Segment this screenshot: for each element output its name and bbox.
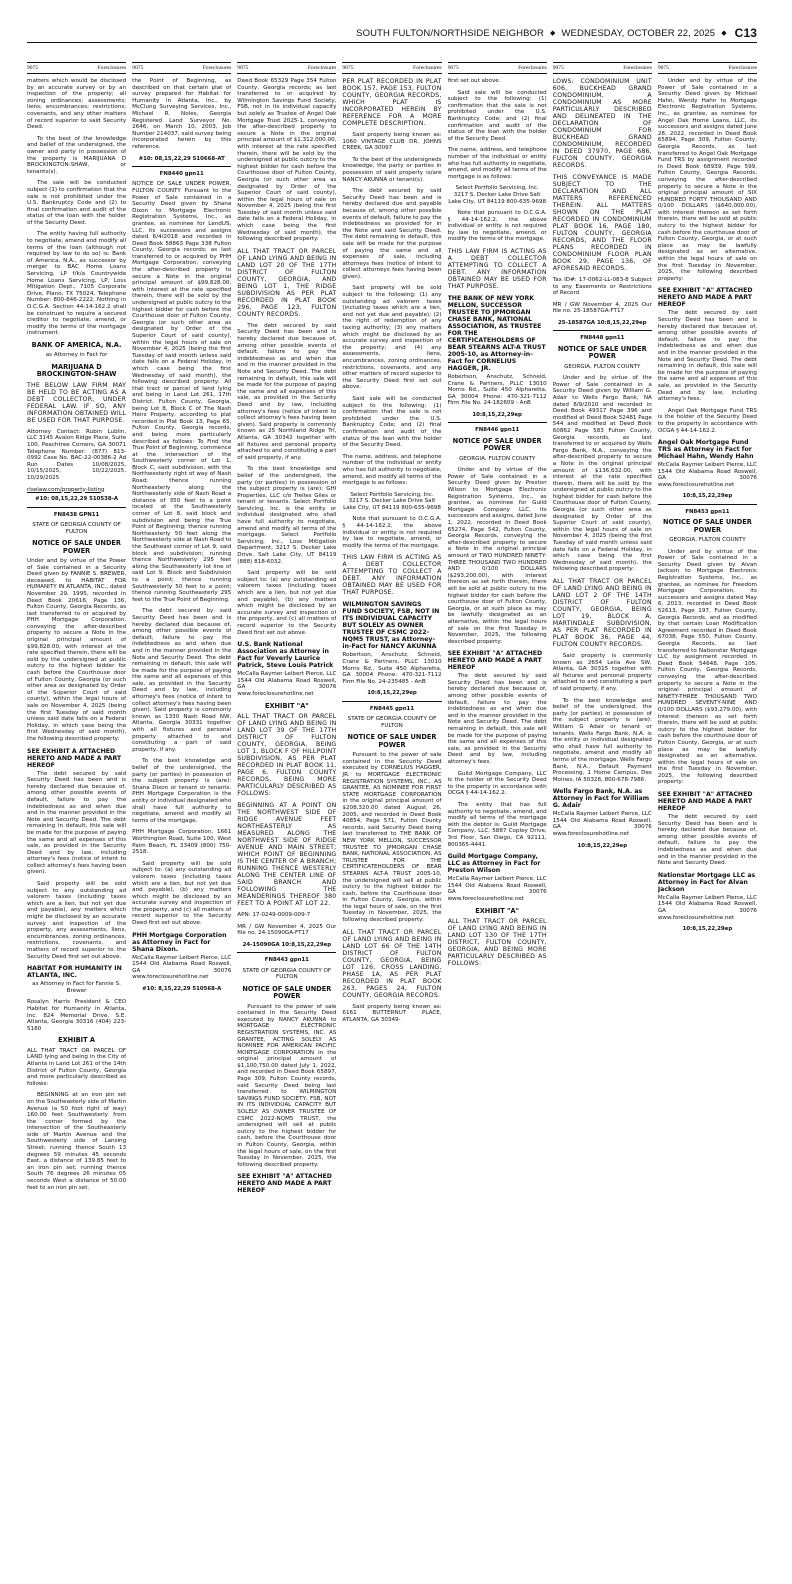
diamond-icon: ◆ xyxy=(550,30,556,37)
column-header-category: Foreclosures xyxy=(307,65,337,71)
notice-paragraph: Said property will be sold subject to: (a) any outstanding ad valorem taxes (including taxes which are a lien, but not yet due and payable), (b) any matters which might be disclosed by an accurate survey and inspection of the property, and (c) all matters of record superior to the Security Deed first set out above. xyxy=(237,570,337,636)
notice-reference: FN8438 GPN11 xyxy=(53,511,100,518)
notice-party: Nationstar Mortgage LLC as Attorney in Fact for Alvan Jackson xyxy=(657,871,756,893)
notice-heading: NOTICE OF SALE UNDER POWER xyxy=(662,518,752,534)
column-header-code: 9075 xyxy=(237,65,249,71)
notice-paragraph: MR / GW November 4, 2025 Our file no. 25-18587GA-FT17 xyxy=(552,301,652,315)
notice-paragraph: Note that pursuant to O.C.G.A. § 44-14-162.2, the above individual or entity is not required by law to negotiate, amend, or modify the terms of the mortgage. xyxy=(447,210,547,243)
notice-paragraph: Said property will be sold subject to: (a) any outstanding ad valorem taxes (including taxes which are a lien, but not yet due and payable), (b) any matters which might be disclosed by an accurate survey and inspection of the property, and (c) all matters of record superior to the Security Deed first set out above. xyxy=(132,860,232,927)
column-header xyxy=(553,62,652,74)
notice-reference: 10:8,15,22,29ep xyxy=(472,412,522,419)
notice-paragraph: Said sale will be conducted subject to the following: (1) confirmation that the sale is not prohibited under the U.S. Bankruptcy Code; and (2) final confirmation and audit of the status of the loan with the holder of the Security Deed. xyxy=(447,89,547,142)
notice-paragraph: McCalla Raymer Leibert Pierce, LLC 1544 Old Alabama Road Roswell, GA 30076 www.foreclosurehotline.net xyxy=(657,894,757,921)
column-header-code: 9075 xyxy=(342,65,354,71)
notice-paragraph: Pursuant to the power of sale contained in the Security Deed executed by CORNELIUS HAGGER, JR. to MORTGAGE ELECTRONIC REGISTRATION SYSTEMS, INC., AS GRANTEE, AS NOMINEE FOR FIRST STATE MORTGAGE CORPORATION in the original principal amount of $208,320.00 dated August 26, 2005, and recorded in Deed Book 40854, Page 571, Fulton County records, said Security Deed being last transferred to THE BANK OF NEW YORK MELLON, SUCCESSOR TRUSTEE TO JPMORGAN CHASE BANK, NATIONAL ASSOCIATION, AS TRUSTEE FOR THE CERTIFICATEHOLDERS OF BEAR STEARNS ALT-A TRUST 2005-10, the undersigned will sell at public outcry to the highest bidder for cash, before the Courthouse door in Fulton County, Georgia, within the legal hours of sale, on the first Tuesday in November, 2025, the following described property: xyxy=(342,752,442,924)
notice-heading: EXHIBIT A xyxy=(58,1036,96,1045)
classifieds-columns xyxy=(27,62,757,1574)
column-header xyxy=(237,62,336,74)
notice-paragraph: The debt secured by said Security Deed has been and is hereby declared due because of, among other possible events of default, failure to pay the indebtedness as and when due and in the manner provided in the Note and Security Deed. The debt remaining in default, this sale will be made for the purpose of paying the same and all expenses of this sale, as provided in the Security Deed and by law, including attorney's fees (notice of intent to collect attorney's fees having been given). Said property is commonly known as 1330 Nash Road NW, Atlanta, Georgia 30331 together with all fixtures and personal property attached to and constituting a part of said property, if any. xyxy=(132,608,232,753)
notice-paragraph: McCalla Raymer Leibert Pierce, LLC 1544 Old Alabama Road Roswell, GA 30076 www.foreclosurehotline.net xyxy=(552,811,652,838)
legal-description: ALL THAT TRACT OR PARCEL OF LAND LYING AND BEING IN LAND LOT 39 OF THE 17TH DISTRICT OF FULTON COUNTY, GEORGIA, BEING LOT 1, BLOCK F OF HILLPOINT SUBDIVISION, AS PER PLAT RECORDED IN PLAT BOOK 11, PAGE 6, FULTON COUNTY RECORDS, BEING MORE PARTICULARLY DESCRIBED AS FOLLOWS: xyxy=(237,712,337,797)
notice-paragraph: McCalla Raymer Leibert Pierce, LLC 1544 Old Alabama Road Roswell, GA 30076 www.foreclosurehotline.net xyxy=(237,671,337,697)
notice-paragraph: Said property is commonly known as 2654 Leila Ave SW, Atlanta, GA 30315 together with all fixtures and personal property attached to and constituting a part of said property, if any. xyxy=(552,653,652,692)
notice-party: SEE EXHIBIT "A" ATTACHED HERETO AND MADE A PART HEREOF xyxy=(237,1173,332,1195)
notice-paragraph: Robertson, Anschutz, Schneid, Crane & Partners, PLLC 13010 Morris Rd., Suite 450 Alpharetta, GA 30004 Phone: 470-321-7112 Firm File No. 24-182609 - AnB xyxy=(447,374,547,407)
notice-reference: FN8445 gpn11 xyxy=(369,705,415,712)
notice-paragraph: Under and by virtue of the Power of Sale contained in a Security Deed given by Michael Hahn, Wendy Hahn to Mortgage Electronic Registration Systems, Inc., as grantee, as nominee for Angel Oak Home Loans, LLC, its successors and assigns dated June 28, 2022, recorded in Deed Book 65894, Page 309, Fulton County, Georgia Records, as last transferred to Angel Oak Mortgage Fund TRS by assignment recorded in Deed Book 68939, Page 599, Fulton County, Georgia Records, conveying the after-described property to secure a Note in the original principal amount of SIX HUNDRED FORTY THOUSAND AND 0/100 DOLLARS ($640,000.00), with interest thereon as set forth therein, there will be sold at public outcry to the highest bidder for cash before the courthouse door of Fulton County, Georgia, or at such place as may be lawfully designated as an alternative, within the legal hours of sale on the first Tuesday in November, 2025, the following described property: xyxy=(657,78,757,282)
notice-heading: NOTICE OF SALE UNDER POWER xyxy=(32,539,122,555)
notice-paragraph: Under and by virtue of the Power of Sale contained in a Security Deed given by Preston Wilson to Mortgage Electronic Registration Systems, Inc., as grantee, as nominee for Guild Mortgage Company LLC, its successors and assigns, dated June 1, 2022, recorded in Deed Book 65274, Page 542, Fulton County, Georgia Records, conveying the after-described property to secure a Note in the original principal amount of TWO HUNDRED NINETY-THREE THOUSAND TWO HUNDRED AND 0/100 DOLLARS ($293,200.00), with interest thereon as set forth therein, there will be sold at public outcry to the highest bidder for cash before the courthouse door of Fulton County, Georgia, or at such place as may be lawfully designated as an alternative, within the legal hours of sale on the first Tuesday in November, 2025, the following described property: xyxy=(447,467,547,645)
notice-paragraph: matters which would be disclosed by an accurate survey or by an inspection of the property; all zoning ordinances; assessments; liens; encumbrances; restrictions; covenants, and any other matters of record superior to said Security Deed. xyxy=(27,78,127,131)
notice-reference: #10: 8,15,22,29 510568-A xyxy=(142,986,222,993)
notice-reference: #10: 08,15,22,29 510668-AT xyxy=(138,155,225,162)
page-masthead xyxy=(27,24,757,43)
notice-paragraph: NOTICE OF SALE UNDER POWER, FULTON COUNTY Pursuant to the Power of Sale contained in a Security Deed given by Shana Dixon to Mortgage Electronic Registration Systems, Inc., as grantee, as nominee for LendUS, LLC, its successors and assigns dated 6/4/2018 and recorded in Deed Book 58863 Page 338 Fulton County, Georgia records; as last transferred to or acquired by PHH Mortgage Corporation, conveying the after-described property to secure a Note in the original principal amount of $99,828.00, with interest at the rate specified therein, there will be sold by the undersigned at public outcry to the highest bidder for cash before the Courthouse door of Fulton County, Georgia (or such other area as designated by Order of the Superior Court of said county), within the legal hours of sale on November 4, 2025 (being the first Tuesday of said month unless said date falls on a Federal Holiday, in which case being the first Wednesday of said month), the following described property: All that tract or parcel of land lying and being in Land Lot 261, 17th District, Fulton County, Georgia, being Lot 8, Block C of The Nash Heirs Property, according to plat recorded in Plat Book 13, Page 65, Fulton County, Georgia records, and being more particularly described as follows: To Find the True Point of Beginning, commence at the intersection of the Southwesterly corner of Lot 1, Block C, said subdivision, with the Northwesterly right of way of Nash Road; thence running Northeasterly along the Northwesterly side of Nash Road a distance of 350 feet to a point located at the Southwesterly corner of Lot 8, said block and subdivision and being the True Point of Beginning; thence running Northeasterly 50 feet along the Northwesterly side at Nash Road to the Southeast corner of Lot 9, said block and subdivision; running thence Northwesterly 295 feet along the Southwesterly lot line of said Lot 9, Block and Subdivision to a point; thence running Southwesterly 50 feet to a point; thence running Southeasterly 295 feet to the True Point of Beginning. xyxy=(132,181,232,603)
notice-centered-text: GEORGIA, FULTON COUNTY xyxy=(669,537,746,544)
column-header-code: 9075 xyxy=(657,65,670,71)
notice-paragraph: APN: 17-0249-0009-009-7 xyxy=(237,911,311,918)
notice-divider xyxy=(553,330,652,331)
issue-date: WEDNESDAY, OCTOBER 22, 2025 xyxy=(561,27,716,39)
notice-heading: NOTICE OF SALE UNDER POWER xyxy=(242,984,332,1001)
notice-party: HABITAT FOR HUMANITY IN ATLANTA, INC. xyxy=(27,965,122,980)
notice-paragraph: The debt secured by said Security Deed has been and is hereby declared due because of, among other possible events of default, failure to pay the indebtedness as and when due and in the manner provided in the Note and Security Deed. The debt remaining in default, this sale will be made for the purpose of paying the same and all expenses of this sale, as provided in the Security Deed and by law, including attorney's fees. xyxy=(657,310,757,403)
notice-paragraph: The entity that has full authority to negotiate, amend, and modify all terms of the mortgage with the debtor is: Guild Mortgage Company, LLC, 5887 Copley Drive, 3rd Floor, San Diego, CA 92111, 800365-4441. xyxy=(447,801,547,848)
column-header xyxy=(342,62,441,74)
notice-divider xyxy=(342,701,441,702)
notice-paragraph: Robertson, Anschutz, Schneid, Crane & Partners, PLLC 13010 Morris Rd., Suite 450 Alpharetta, GA 30004 Phone: 470-321-7112 Firm File No. 24-235485 - AnB xyxy=(342,652,442,685)
notice-column xyxy=(237,62,336,1574)
notice-paragraph: Rosalyn Harris President & CEO Habitat for Humanity in Atlanta, Inc. 824 Memorial Drive, S.E. Atlanta, Georgia 30316 (404) 223-5180 xyxy=(27,999,127,1032)
notice-column xyxy=(448,62,547,1574)
notice-paragraph: Said property being known as: 6161 BUTTERNUT PLACE, ATLANTA, GA 30349- xyxy=(342,1003,442,1023)
column-header-code: 9075 xyxy=(447,65,459,71)
notice-centered-text: GEORGIA, FULTON COUNTY xyxy=(564,363,641,370)
notice-party: SEE EXHIBIT A ATTACHED HERETO AND MADE A PART HEREOF xyxy=(27,747,122,769)
notice-centered-text: STATE OF GEORGIA COUNTY OF FULTON xyxy=(347,716,437,729)
notice-paragraph: Note that pursuant to O.C.G.A. § 44-14-162.2, the above individual or entity is not required by law to negotiate, amend, or modify the terms of the mortgage. xyxy=(342,516,442,549)
notice-reference: 10:8,15,22,29ep xyxy=(682,493,733,500)
column-header-code: 9075 xyxy=(27,65,39,71)
column-header-category: Foreclosures xyxy=(97,65,127,71)
column-header-category: Foreclosures xyxy=(728,65,757,71)
column-header xyxy=(658,62,757,74)
notice-reference: FN8443 gpn11 xyxy=(264,957,309,964)
notice-divider xyxy=(658,504,757,505)
notice-paragraph: MR / GW November 4, 2025 Our file no. 24-15090GA-FT17 xyxy=(237,923,337,937)
legal-description: ALL THAT TRACT OR PARCEL OF LAND LYING AND BEING IN LAND LOT 20 OF THE 17TH DISTRICT OF FULTON COUNTY, GEORGIA, AND BEING LOT 1, THE RIDGE SUBDIVISION AS PER PLAT RECORDED IN PLAT BOOK 296, PAGE 123, FULTON COUNTY RECORDS. xyxy=(237,247,337,318)
notice-paragraph: McCalla Raymer Leibert Pierce, LLC 1544 Old Alabama Road Roswell, GA 30076 www.foreclosurehotline.net xyxy=(657,462,757,488)
column-header-category: Foreclosures xyxy=(412,65,442,71)
notice-party: SEE EXHIBIT "A" ATTACHED HERETO AND MADE A PART HEREOF xyxy=(657,791,753,813)
legal-description: ALL THAT TRACT OR PARCEL OF LAND LYING AND BEING IN LAND LOT 2 OF THE 14TH DISTRICT OF FULTON COUNTY, GEORGIA, BEING LOT 19, BLOCK A, MARTINDALE SUBDIVISION, AS PER PLAT RECORDED IN PLAT BOOK 36, PAGE 44, FULTON COUNTY RECORDS. xyxy=(552,578,652,648)
notice-paragraph: the Point of Beginning, as described on that certain plat of survey prepared for Habitat for Humanity in Atlanta, Inc., by McClung Surveying Services, Inc., Michael R. Noles, Georgia Registered Land Surveyor No. 2646, on March 10, 2003, Job Number 214037, said survey being incorporated herein by this reference. xyxy=(132,78,232,150)
notice-divider xyxy=(237,952,336,953)
notice-party: Angel Oak Mortgage Fund TRS as Attorney in Fact for Michael Hahn, Wendy Hahn xyxy=(657,439,754,461)
legal-description: THE BELOW LAW FIRM MAY BE HELD TO BE ACTING AS A DEBT COLLECTOR, UNDER FEDERAL LAW. IF SO, ANY INFORMATION OBTAINED WILL BE USED FOR THAT PURPOSE. xyxy=(27,381,127,424)
notice-heading: NOTICE OF SALE UNDER POWER xyxy=(557,344,647,361)
notice-paragraph: Said property being known as: 1060 VINTAGE CLUB DR, JOHNS CREEK, GA 30097 xyxy=(342,132,442,152)
notice-heading: EXHIBIT "A" xyxy=(475,906,520,915)
notice-paragraph: To the best of the undersigneds knowledge, the party or parties in possession of said property is/are NANCY AKUNNA or tenant(s). xyxy=(342,156,442,183)
legal-description: THIS LAW FIRM IS ACTING AS A DEBT COLLECTOR ATTEMPTING TO COLLECT A DEBT. ANY INFORMATION OBTAINED MAY BE USED FOR THAT PURPOSE. xyxy=(447,248,547,291)
notice-reference: #10: 08,15,22,29 510538-A xyxy=(35,496,119,503)
notice-paragraph: first set out above. xyxy=(447,78,501,84)
notice-paragraph: To the best knowledge and belief of the undersigned, the party (or parties) in possession of the subject property is (are): GHI Properties, LLC c/o Trelles Giles or tenant or tenants. Select Portfolio Servicing, Inc. is the entity or individual designated who shall have full authority to negotiate, amend and modify all terms of the mortgage. Select Portfolio Servicing, Inc., Loss Mitigation Department, 3217 S. Decker Lake Drive, Salt Lake City, UT 84119 (888) 818-6032. xyxy=(237,466,337,565)
notice-reference: FN8446 gpn11 xyxy=(475,427,520,434)
notice-column xyxy=(342,62,441,1574)
notice-paragraph: Guild Mortgage Company, LLC is the holder of the Security Deed to the property in accordance with OCGA § 44-14-162.2. xyxy=(447,770,547,797)
legal-description: THIS LAW FIRM IS ACTING AS A DEBT COLLECTOR ATTEMPTING TO COLLECT A DEBT. ANY INFORMATION OBTAINED MAY BE USED FOR THAT PURPOSE. xyxy=(342,554,442,597)
column-header xyxy=(448,62,547,74)
notice-reference: 24-15090GA 10:8,15,22,29ep xyxy=(242,941,332,948)
notice-paragraph: The sale will be conducted subject (1) to confirmation that the sale is not prohibited under the U.S. Bankruptcy Code and (2) to final confirmation and audit of the status of the loan with the holder of the Security Deed. xyxy=(27,180,127,226)
notice-divider xyxy=(132,166,231,167)
notice-paragraph: The debt secured by said Security Deed has been and is hereby declared due and payable because of, among other possible events of default, failure to pay the indebtedness as provided for in the Note and said Security Deed. The debt remaining in default, this sale will be made for the purpose of paying the same and all expenses of sale, including attorneys fees (notice of intent to collect attorneys fees having been given). xyxy=(342,188,442,280)
notice-paragraph: Under and by virtue of the Power of Sale contained in a Security Deed given by William G. Adair to Wells Fargo Bank, NA dated 8/9/2010 and recorded in Deed Book 49317 Page 396 and modified at Deed Book 52481 Page 544 and modified at Deed Book 60862 Page 583 Fulton County, Georgia records, as last transferred to or acquired by Wells Fargo Bank, N.A., conveying the after-described property to secure a Note in the original principal amount of $136,632.00, with interest at the rate specified therein, there will be sold by the undersigned at public outcry to the highest bidder for cash before the Courthouse door of Fulton County, Georgia (or such other area as designated by Order of the Superior Court of said county), within the legal hours of sale on November 4, 2025 (being the first Tuesday of said month unless said date falls on a Federal Holiday, in which case being the first Wednesday of said month), the following described property: xyxy=(552,375,652,573)
notice-divider xyxy=(448,422,547,423)
notice-reference: 25-18587GA 10:8,15,22,29ep xyxy=(558,319,647,326)
notice-centered-text: STATE OF GEORGIA COUNTY OF FULTON xyxy=(242,967,332,981)
column-header xyxy=(27,62,126,74)
notice-paragraph: To the best of the knowledge and belief of the undersigned, the owner and party in possession of the property is MARIJUANA D BROCKINGTON-SHAW, or tenants(s). xyxy=(27,135,127,175)
notice-reference: FN8448 gpn11 xyxy=(580,335,625,342)
notice-paragraph: The debt secured by said Security Deed has been and is hereby declared due because of, among other possible events of default, failure to pay the indebtedness as and when due and in the manner provided in the Note and Security Deed. xyxy=(657,814,757,867)
notice-heading: BANK OF AMERICA, N.A. xyxy=(31,340,122,349)
listing-link[interactable]: rlselaw.com/property-listing xyxy=(27,486,105,493)
column-header xyxy=(132,62,231,74)
notice-reference: 10:8,15,22,29ep xyxy=(367,690,417,697)
notice-paragraph: To the best knowledge and belief of the undersigned, the party (or parties) in possession of the subject property is (are): Shana Dixon or tenant or tenants. PHH Mortgage Corporation is the entity or individual designated who shall have full authority to negotiate, amend and modify all terms of the mortgage. xyxy=(132,758,232,824)
notice-heading: NOTICE OF SALE UNDER POWER xyxy=(452,436,542,453)
notice-centered-text: GEORGIA, FULTON COUNTY xyxy=(458,455,536,462)
legal-description: BEGINNING AT A POINT ON THE NORTHWEST SIDE OF RIDGE AVENUE FEET NORTHEASTERLY AS MEASURED ALONG THE NORTHWEST SIDE OF RIDGE AVENUE AND MAIN STREET; WHICH POINT OF BEGINNING IS THE CENTER OF A BRANCH; RUNNING THENCE WESTERLY ALONG THE CENTER LINE OF SAID BRANCH AND FOLLOWING THE MEANDERINGS THEREOF 380 FEET TO A POINT AT LOT 22. xyxy=(237,801,337,907)
notice-paragraph: Under and by virtue of the Power of Sale contained in a Security Deed given by FANNIE S. BREWER, deceased, to HABITAT FOR HUMANITY IN ATLANTA, INC., dated November 29, 1995, recorded in Deed Book 20616, Page 136, Fulton County, Georgia Records, as last transferred to or acquired by PHH Mortgage Corporation, conveying the after-described property to secure a Note in the original principal amount of $99,828.00, with interest at the rate specified therein, there will be sold by the undersigned at public outcry to the highest bidder for cash before the Courthouse door of Fulton County, Georgia (or such other area as designated by Order of the Superior Court of said county), within the legal hours of sale on November 4, 2025 (being the first Tuesday of said month unless said date falls on a Federal Holiday, in which case being the first Wednesday of said month), the following described property: xyxy=(27,557,127,742)
notice-paragraph: The name, address, and telephone number of the individual or entity who has full authority to negotiate, amend, and modify all terms of the mortgage is as follows: xyxy=(342,453,442,487)
notice-paragraph: The entity having full authority to negotiate, amend and modify all terms of the loan (although not required by law to do so) is: Bank of America, N.A., as successor by merger to BAC Home Loans Servicing, LP f/k/a Countrywide Home Loans Servicing, LP, Loss Mitigation Dept., 7105 Corporate Drive, Plano, TX 75024, Telephone Number: 800-846-2222. Nothing in O.C.G.A. Section 44-14-162.2 shall be construed to require a secured creditor to negotiate, amend, or modify the terms of the mortgage instrument. xyxy=(27,231,127,337)
legal-description: ALL THAT TRACT OR PARCEL OF LAND LYING AND BEING IN LAND LOT 66 OF THE 14TH DISTRICT OF FULTON COUNTY, GEORGIA, BEING LOT 126, CROSS LANDING, PHASE 1A, AS PER PLAT RECORDED IN PLAT BOOK 263, PAGES 24, FULTON COUNTY, GEORGIA RECORDS. xyxy=(342,928,442,999)
notice-centered-text: Select Portfolio Servicing, Inc. 3217 S. Decker Lake Drive Salt Lake City, UT 84119 800-635-9698 xyxy=(343,491,441,511)
notice-column xyxy=(553,62,652,1574)
notice-paragraph: Said property will be sold subject to the following: (1) any outstanding ad valorem taxes (including taxes which are a lien, and not yet due and payable); (2) the right of redemption of any taxing authority; (3) any matters which might be disclosed by an accurate survey and inspection of the property; and (4) any assessments, liens, encumbrances, zoning ordinances, restrictions, covenants, and any other matters of record superior to the Security Deed first set out above. xyxy=(342,285,442,391)
legal-description: PER PLAT RECORDED IN PLAT BOOK 157, PAGE 153, FULTON COUNTY, GEORGIA RECORDS, WHICH PLAT IS INCORPORATED HEREIN BY REFERENCE FOR A MORE COMPLETE DESCRIPTION. xyxy=(342,78,442,127)
column-header-code: 9075 xyxy=(552,65,564,71)
notice-paragraph: Said sale will be conducted subject to the following: (1) confirmation that the sale is not prohibited under the U.S. Bankruptcy Code; and (2) final confirmation and audit of the status of the loan with the holder of the Security Deed. xyxy=(342,395,442,449)
notice-paragraph: The debt secured by said Security Deed has been and is hereby declared due because of, among other possible events of default, failure to pay the indebtedness as and when due and in the manner provided in the Note and Security Deed. The debt remaining in default, this sale will be made for the purpose of paying the same and all expenses of this sale, as provided in the Security Deed and by law, including attorney's fees (notice of intent to collect attorney's fees having been given). xyxy=(27,770,127,876)
notice-paragraph: Tax ID#: 17-0062-LL-083-8 Subject to any Easements or Restrictions of Record xyxy=(552,277,652,297)
notice-centered-text: Select Portfolio Servicing, Inc. 3217 S. Decker Lake Drive Salt Lake City, UT 84119 800-635-9698 xyxy=(448,185,547,205)
notice-reference: FN8440 gpn11 xyxy=(159,170,204,177)
notice-heading: MARIJUANA D BROCKINGTON-SHAW xyxy=(36,362,117,379)
notice-paragraph: ALL THAT TRACT OR PARCEL OF LAND lying and being in the City of Atlanta in Land Lot 261 of the 14th District of Fulton County, Georgia and more particularly described as follows: xyxy=(27,1047,127,1087)
column-header-category: Foreclosures xyxy=(518,65,547,71)
notice-reference: FN8453 gpn11 xyxy=(685,508,730,515)
notice-heading: EXHIBIT "A" xyxy=(264,701,309,710)
notice-centered-text: STATE OF GEORGIA COUNTY OF FULTON xyxy=(32,521,121,535)
notice-paragraph: The name, address, and telephone number of the individual or entity who has full authority to negotiate, amend, and modify all terms of the mortgage is as follows: xyxy=(447,147,547,180)
notice-column xyxy=(27,62,126,1574)
notice-paragraph: The debt secured by said Security Deed has been and is hereby declared due because of, among other possible events of default, failure to pay the indebtedness as and when due and in the manner provided in the Note and Security Deed. The debt remaining in default, this sale will be made for the purpose of paying the same and all expenses of this sale, as provided in the Security Deed and by law, including attorney's fees. xyxy=(447,673,547,765)
notice-paragraph: Angel Oak Mortgage Fund TRS is the holder of the Security Deed to the property in accordance with OCGA § 44-14-162.2. xyxy=(657,407,757,434)
column-header-code: 9075 xyxy=(132,65,144,71)
notice-paragraph: McCalla Raymer Leibert Pierce, LLC 1544 Old Alabama Road Roswell, GA 30076 www.foreclosurehotline.net xyxy=(132,954,232,981)
notice-column xyxy=(132,62,231,1574)
legal-description: LOWS: CONDOMINIUM UNIT 606, BUCKHEAD GRAND CONDOMINIUM, A CONDOMINIUM AS MORE PARTICULARLY DESCRIBED AND DELINEATED IN THE DECLARATION OF CONDOMINIUM FOR BUCKHEAD GRAND CONDOMINIUM, RECORDED IN DEED 37970, PAGE 686, FULTON COUNTY, GEORGIA RECORDS. xyxy=(552,78,652,169)
legal-description: THIS CONVEYANCE IS MADE SUBJECT TO THE DECLARATION AND ALL MATTERS REFERENCED THEREIN. ALL MATTERS SHOWN ON THE PLAT RECORDED IN CONDOMINIUM PLAT BOOK 16, PAGE 180, FULTON COUNTY, GEORGIA RECORDS, AND THE FLOOR PLANS RECORDED IN CONDOMINIUM FLOOR PLAN BOOK 29, PAGE 136, OF AFORESAID RECORDS. xyxy=(552,174,652,272)
notice-paragraph: Deed Book 65329 Page 354 Fulton County, Georgia records; as last transferred to or acquired by Wilmington Savings Fund Society, FSB, not in its individual capacity but solely as Trustee of Angel Oak Mortgage Trust 2025-1, conveying the after-described property to secure a Note in the original principal amount of $1,312,000.00, with interest at the rate specified therein, there will be sold by the undersigned at public outcry to the highest bidder for cash before the Courthouse door of Fulton County, Georgia (or such other area as designated by Order of the Superior Court of said county), within the legal hours of sale on November 4, 2025 (being the first Tuesday of said month unless said date falls on a Federal Holiday, in which case being the first Wednesday of said month), the following described property: xyxy=(237,78,337,243)
column-header-category: Foreclosures xyxy=(623,65,652,71)
notice-reference: 10:8,15,22,29ep xyxy=(682,926,733,933)
column-header-category: Foreclosures xyxy=(202,65,232,71)
notice-paragraph: Under and by virtue of the Power of Sale contained in a Security Deed given by Alvan Jackson to Mortgage Electronic Registration Systems, Inc., as grantee, as nominee for Freedom Mortgage Corporation, its successors and assigns dated May 6, 2013, recorded in Deed Book 52613, Page 197, Fulton County, Georgia Records, and as modified by that certain Loan Modification Agreement recorded in Deed Book 67038, Page 550, Fulton County, Georgia Records, as last transferred to Nationstar Mortgage LLC by assignment recorded in Deed Book 54648, Page 105, Fulton County, Georgia Records, conveying the after-described property to secure a Note in the original principal amount of NINETY-THREE THOUSAND TWO HUNDRED SEVENTY-NINE AND 0/100 DOLLARS ($93,279.00), with interest thereon as set forth therein, there will be sold at public outcry to the highest bidder for cash before the courthouse door of Fulton County, Georgia, or at such place as may be lawfully designated as an alternative, within the legal hours of sale on the first Tuesday in November, 2025, the following described property: xyxy=(657,548,757,786)
page-number: C13 xyxy=(734,26,757,40)
notice-paragraph: BEGINNING at an iron pin set on the Southeasterly side of Martin Avenue (a 50 foot right of way) 160.00 feet Southwesterly from the corner formed by the intersection of the Southeasterly side of Martin Avenue and the Southwesterly side of Lansing Street; running thence South 13 degrees 59 minutes 45 seconds East, a distance of 139.85 feet to an iron pin set; running thence South 76 degrees 26 minutes 05 seconds West a distance of 50.00 feet to an iron pin set. xyxy=(27,1092,127,1191)
notice-party: SEE EXHIBIT "A" ATTACHED HERETO AND MADE A PART HEREOF xyxy=(447,650,543,672)
publication-name: SOUTH FULTON/NORTHSIDE NEIGHBOR xyxy=(356,27,544,39)
notice-party: Wells Fargo Bank, N.A. as Attorney in Fact for William G. Adair xyxy=(552,788,650,810)
notice-paragraph: McCalla Raymer Leibert Pierce, LLC 1544 Old Alabama Road Roswell, GA 30076 www.foreclosurehotline.net xyxy=(447,876,547,902)
notice-party: SEE EXHIBIT "A" ATTACHED HERETO AND MADE A PART HEREOF xyxy=(657,287,753,309)
notice-party: U.S. Bank National Association as Attorney in Fact for Veverly Laurice Patrick, Steve Louis Patrick xyxy=(237,641,334,670)
notice-reference: 10:8,15,22,29ep xyxy=(577,842,628,849)
notice-centered-text: as Attorney in Fact for Fannie S. Brewer xyxy=(32,981,121,994)
notice-paragraph: The debt secured by said Security Deed has been and is hereby declared due because of, among other possible events of default, failure to pay the indebtedness as and when due and in the manner provided in the Note and Security Deed. The debt remaining in default, this sale will be made for the purpose of paying the same and all expenses of this sale, as provided in the Security Deed and by law, including attorney's fees (notice of intent to collect attorney's fees having been given). Said property is commonly known as 25 Northland Ridge Trl, Atlanta, GA 30342 together with all fixtures and personal property attached to and constituting a part of said property, if any. xyxy=(237,322,337,461)
notice-paragraph: PHH Mortgage Corporation, 1661 Worthington Road, Suite 100, West Palm Beach, FL 33409 (800) 750-2518. xyxy=(132,829,232,856)
notice-paragraph: Said property will be sold subject to any outstanding ad valorem taxes (including taxes which are a lien, but not yet due and payable), any matters which might be disclosed by an accurate survey and inspection of the property, any assessments, liens, encumbrances, zoning ordinances, restrictions, covenants, and matters of record superior to the Security Deed first set out above. xyxy=(27,881,127,960)
notice-paragraph: Pursuant to the power of sale contained in the Security Deed executed by NANCY AKUNNA to MORTGAGE ELECTRONIC REGISTRATION SYSTEMS, INC. AS GRANTEE, ACTING SOLELY AS NOMINEE FOR AMERICAN PACIFIC MORTGAGE CORPORATION in the original principal amount of $1,100,750.00 dated July 1, 2022, and recorded in Deed Book 65897, Page 309, Fulton County records, said Security Deed being last transferred to WILMINGTON SAVINGS FUND SOCIETY, FSB, NOT IN ITS INDIVIDUAL CAPACITY BUT SOLELY AS OWNER TRUSTEE OF CSMC 2022-NQM5 TRUST, the undersigned will sell at public outcry to the highest bidder for cash, before the Courthouse door in Fulton County, Georgia, within the legal hours of sale, on the first Tuesday in November, 2025, the following described property: xyxy=(237,1003,337,1168)
notice-paragraph: Attorney Contact: Rubin Lublin, LLC 3145 Avalon Ridge Place, Suite 100, Peachtree Corners, GA 30071 Telephone Number: (877) 813-0992 Case No. BAC-22-00386-2 Ad Run Dates 10/08/2025, 10/15/2025, 10/22/2025, 10/29/2025 xyxy=(27,428,127,481)
notice-party: Guild Mortgage Company, LLC as Attorney in Fact for Preston Wilson xyxy=(447,853,541,875)
notice-paragraph: To the best knowledge and belief of the undersigned, the party (or parties) in possession of the subject property is (are): William G Adair or tenant or tenants. Wells Fargo Bank, N.A. is the entity or individual designated who shall have full authority to negotiate, amend and modify all terms of the mortgage. Wells Fargo Bank, N.A., Default Payment Processing, 1 Home Campus, Des Moines, IA 50328, 800-678-7986. xyxy=(552,697,652,783)
diamond-icon: ◆ xyxy=(721,30,727,37)
notice-party: THE BANK OF NEW YORK MELLON, SUCCESSOR TRUSTEE TO JPMORGAN CHASE BANK, NATIONAL ASSOCIATION, AS TRUSTEE FOR THE CERTIFICATEHOLDERS OF BEAR STEARNS ALT-A TRUST 2005-10, as Attorney-in-Fact for CORNELIUS HAGGER, JR. xyxy=(447,295,546,373)
notice-party: PHH Mortgage Corporation as Attorney in Fact for Shana Dixon. xyxy=(132,931,227,953)
legal-description: ALL THAT TRACT OR PARCEL OF LAND LYING AND BEING IN LAND LOT 130 OF THE 17TH DISTRICT, FULTON COUNTY, GEORGIA, AND BEING MORE PARTICULARLY DESCRIBED AS FOLLOWS: xyxy=(447,917,547,967)
notice-party: WILMINGTON SAVINGS FUND SOCIETY, FSB, NOT IN ITS INDIVIDUAL CAPACITY BUT SOLELY AS OWNER TRUSTEE OF CSMC 2022-NQM5 TRUST, as Attorney-in-Fact for NANCY AKUNNA xyxy=(342,601,440,651)
notice-column xyxy=(658,62,757,1574)
notice-centered-text: as Attorney in Fact for xyxy=(45,352,108,359)
notice-heading: NOTICE OF SALE UNDER POWER xyxy=(347,733,437,749)
notice-divider xyxy=(27,507,126,508)
